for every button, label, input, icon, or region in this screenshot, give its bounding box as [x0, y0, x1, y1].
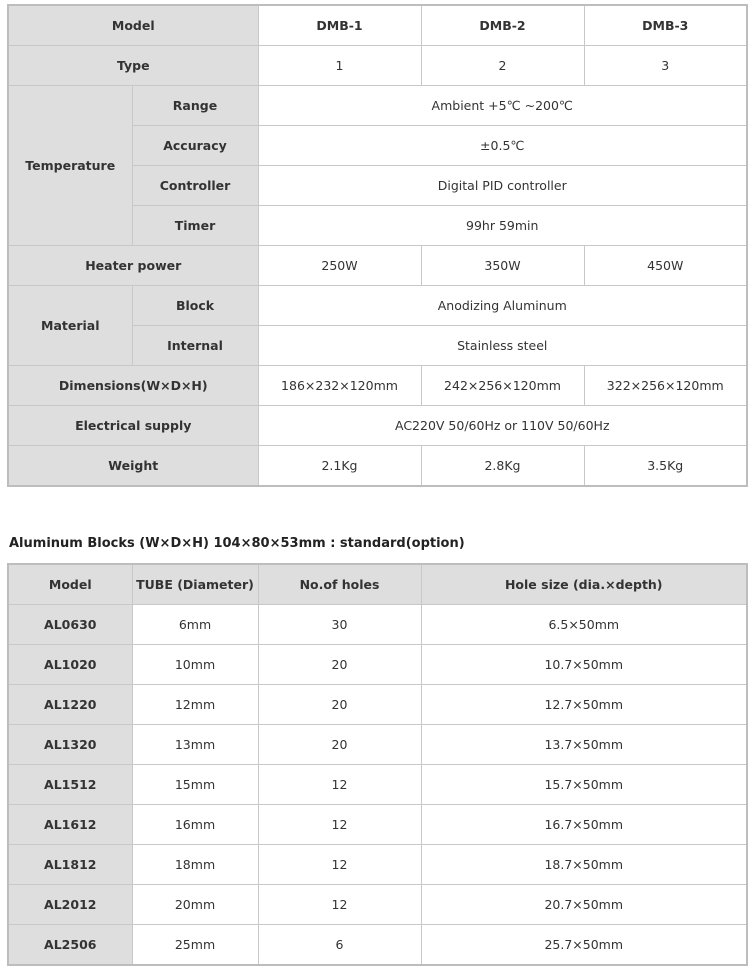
tube-diameter: 25mm: [132, 925, 258, 966]
blocks-body: [8, 605, 747, 966]
material-header: Material: [8, 286, 132, 366]
controller-value: Digital PID controller: [258, 166, 747, 206]
block-model: AL1612: [8, 805, 132, 845]
hole-size: 20.7×50mm: [421, 885, 747, 925]
heater-power-value: 250W: [258, 246, 421, 286]
tube-diameter: 18mm: [132, 845, 258, 885]
block-model: AL1020: [8, 645, 132, 685]
type-value: 3: [584, 46, 747, 86]
table-row: [8, 805, 747, 845]
block-header: Block: [132, 286, 258, 326]
tube-diameter: 16mm: [132, 805, 258, 845]
dimensions-value: 242×256×120mm: [421, 366, 584, 406]
hole-count: 12: [258, 885, 421, 925]
range-value: Ambient +5℃ ~200℃: [258, 86, 747, 126]
block-model: AL1220: [8, 685, 132, 725]
block-model: AL1320: [8, 725, 132, 765]
tube-diameter: 6mm: [132, 605, 258, 645]
tube-diameter: 13mm: [132, 725, 258, 765]
accuracy-header: Accuracy: [132, 126, 258, 166]
block-value: Anodizing Aluminum: [258, 286, 747, 326]
weight-header: Weight: [8, 446, 258, 487]
type-header: Type: [8, 46, 258, 86]
temperature-header: Temperature: [8, 86, 132, 246]
hole-count: 12: [258, 805, 421, 845]
hole-size: 10.7×50mm: [421, 645, 747, 685]
weight-value: 3.5Kg: [584, 446, 747, 487]
table-row: [8, 925, 747, 966]
hole-size: 18.7×50mm: [421, 845, 747, 885]
hole-count: 12: [258, 765, 421, 805]
electrical-value: AC220V 50/60Hz or 110V 50/60Hz: [258, 406, 747, 446]
model-header: Model: [8, 5, 258, 46]
spec-row-electrical: [8, 406, 747, 446]
hole-count: 12: [258, 845, 421, 885]
block-model: AL1512: [8, 765, 132, 805]
hole-size: 13.7×50mm: [421, 725, 747, 765]
dimensions-value: 322×256×120mm: [584, 366, 747, 406]
hole-count: 30: [258, 605, 421, 645]
accuracy-value: ±0.5℃: [258, 126, 747, 166]
hole-size: 25.7×50mm: [421, 925, 747, 966]
internal-value: Stainless steel: [258, 326, 747, 366]
hole-size: 16.7×50mm: [421, 805, 747, 845]
dimensions-value: 186×232×120mm: [258, 366, 421, 406]
spec-table: [7, 4, 748, 487]
electrical-header: Electrical supply: [8, 406, 258, 446]
internal-header: Internal: [132, 326, 258, 366]
spec-row-range: [8, 86, 747, 126]
heater-power-value: 450W: [584, 246, 747, 286]
table-row: [8, 885, 747, 925]
range-header: Range: [132, 86, 258, 126]
model-name: DMB-3: [584, 5, 747, 46]
column-header: No.of holes: [258, 564, 421, 605]
spec-row-block: [8, 286, 747, 326]
blocks-title: Aluminum Blocks (W×D×H) 104×80×53mm : standard(option): [9, 536, 465, 551]
hole-size: 6.5×50mm: [421, 605, 747, 645]
table-row: [8, 645, 747, 685]
tube-diameter: 15mm: [132, 765, 258, 805]
controller-header: Controller: [132, 166, 258, 206]
model-name: DMB-1: [258, 5, 421, 46]
model-name: DMB-2: [421, 5, 584, 46]
table-row: [8, 725, 747, 765]
tube-diameter: 10mm: [132, 645, 258, 685]
timer-header: Timer: [132, 206, 258, 246]
spec-row-dimensions: [8, 366, 747, 406]
blocks-header-row: [8, 564, 747, 605]
hole-size: 12.7×50mm: [421, 685, 747, 725]
weight-value: 2.8Kg: [421, 446, 584, 487]
block-model: AL2506: [8, 925, 132, 966]
column-header: Model: [8, 564, 132, 605]
tube-diameter: 12mm: [132, 685, 258, 725]
timer-value: 99hr 59min: [258, 206, 747, 246]
spec-row-type: [8, 46, 747, 86]
spec-row-weight: [8, 446, 747, 487]
table-row: [8, 765, 747, 805]
table-row: [8, 605, 747, 645]
table-row: [8, 685, 747, 725]
hole-count: 20: [258, 685, 421, 725]
hole-count: 20: [258, 645, 421, 685]
blocks-table: [7, 563, 748, 966]
column-header: TUBE (Diameter): [132, 564, 258, 605]
block-model: AL1812: [8, 845, 132, 885]
type-value: 2: [421, 46, 584, 86]
table-row: [8, 845, 747, 885]
hole-size: 15.7×50mm: [421, 765, 747, 805]
block-model: AL2012: [8, 885, 132, 925]
heater-power-value: 350W: [421, 246, 584, 286]
block-model: AL0630: [8, 605, 132, 645]
spec-row-model: [8, 5, 747, 46]
spec-row-heater-power: [8, 246, 747, 286]
column-header: Hole size (dia.×depth): [421, 564, 747, 605]
hole-count: 6: [258, 925, 421, 966]
heater-power-header: Heater power: [8, 246, 258, 286]
type-value: 1: [258, 46, 421, 86]
tube-diameter: 20mm: [132, 885, 258, 925]
hole-count: 20: [258, 725, 421, 765]
weight-value: 2.1Kg: [258, 446, 421, 487]
dimensions-header: Dimensions(W×D×H): [8, 366, 258, 406]
